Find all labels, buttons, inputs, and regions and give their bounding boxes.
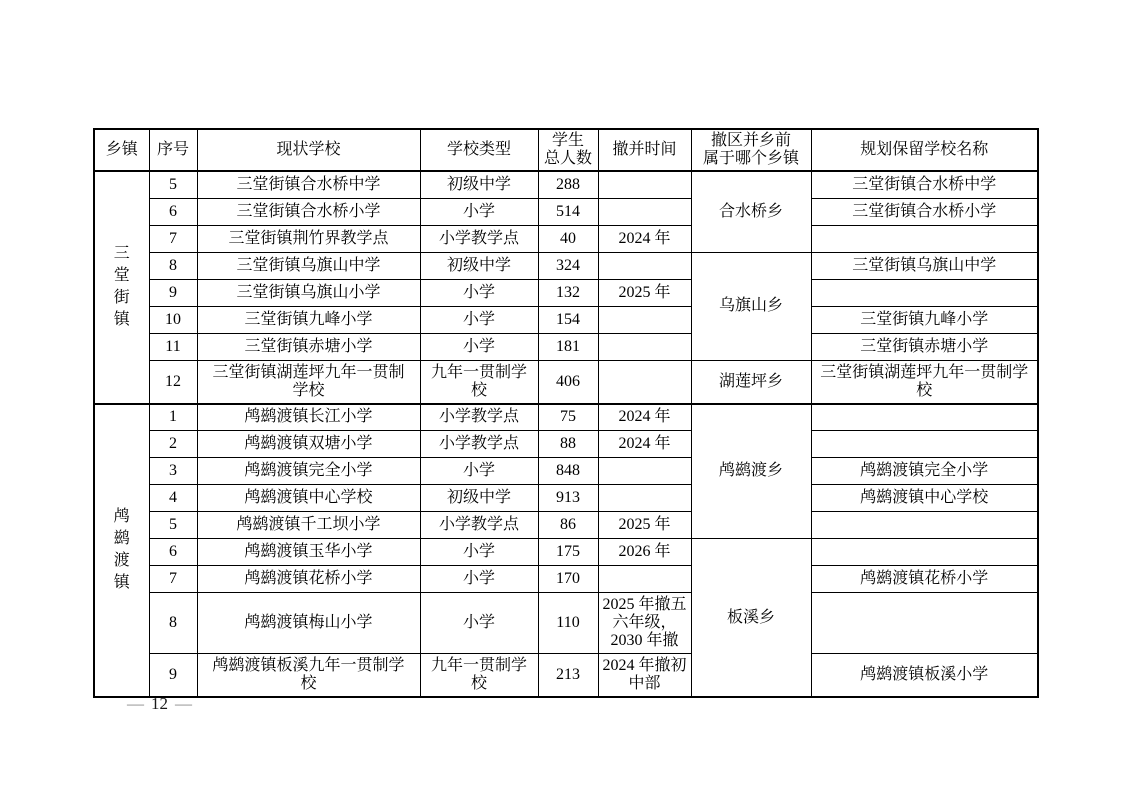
cell-retained-school: 三堂街镇湖莲坪九年一贯制学校 bbox=[811, 360, 1038, 404]
cell-merge-time: 2024 年撤初中部 bbox=[598, 654, 691, 698]
cell-merge-time bbox=[598, 198, 691, 225]
cell-students: 324 bbox=[538, 252, 598, 279]
cell-seq: 8 bbox=[149, 593, 197, 654]
cell-current-school: 三堂街镇合水桥小学 bbox=[197, 198, 420, 225]
cell-merge-time: 2025 年撤五六年级，2030 年撤 bbox=[598, 593, 691, 654]
cell-students: 110 bbox=[538, 593, 598, 654]
cell-seq: 7 bbox=[149, 566, 197, 593]
cell-retained-school: 三堂街镇赤塘小学 bbox=[811, 333, 1038, 360]
cell-school-type: 小学 bbox=[420, 566, 538, 593]
cell-school-type: 小学 bbox=[420, 593, 538, 654]
cell-current-school: 三堂街镇赤塘小学 bbox=[197, 333, 420, 360]
header-former-line2: 属于哪个乡镇 bbox=[702, 150, 799, 167]
cell-current-school: 三堂街镇乌旗山中学 bbox=[197, 252, 420, 279]
cell-school-type: 初级中学 bbox=[420, 171, 538, 198]
table-row bbox=[94, 404, 1038, 431]
cell-students: 170 bbox=[538, 566, 598, 593]
cell-current-school: 三堂街镇合水桥中学 bbox=[197, 171, 420, 198]
cell-former-township: 鸬鹚渡乡 bbox=[691, 404, 811, 539]
cell-seq: 10 bbox=[149, 306, 197, 333]
cell-retained-school bbox=[811, 512, 1038, 539]
cell-school-type: 小学 bbox=[420, 458, 538, 485]
table-row bbox=[94, 512, 1038, 539]
header-township: 乡镇 bbox=[94, 129, 149, 171]
page-number-right-dash: — bbox=[175, 694, 192, 713]
header-students-line2: 总人数 bbox=[543, 150, 592, 167]
cell-current-school: 鸬鹚渡镇花桥小学 bbox=[197, 566, 420, 593]
cell-merge-time bbox=[598, 458, 691, 485]
cell-retained-school bbox=[811, 431, 1038, 458]
cell-retained-school: 三堂街镇乌旗山中学 bbox=[811, 252, 1038, 279]
cell-merge-time: 2024 年 bbox=[598, 431, 691, 458]
cell-merge-time bbox=[598, 171, 691, 198]
table-row bbox=[94, 306, 1038, 333]
cell-seq: 1 bbox=[149, 404, 197, 431]
header-retained-school: 规划保留学校名称 bbox=[811, 129, 1038, 171]
cell-retained-school: 鸬鹚渡镇板溪小学 bbox=[811, 654, 1038, 698]
cell-current-school: 鸬鹚渡镇板溪九年一贯制学校 bbox=[197, 654, 420, 698]
header-former-line1: 撤区并乡前 bbox=[710, 132, 791, 149]
cell-students: 406 bbox=[538, 360, 598, 404]
cell-merge-time: 2026 年 bbox=[598, 539, 691, 566]
cell-merge-time bbox=[598, 566, 691, 593]
cell-students: 88 bbox=[538, 431, 598, 458]
cell-students: 86 bbox=[538, 512, 598, 539]
header-school-type: 学校类型 bbox=[420, 129, 538, 171]
header-current-school: 现状学校 bbox=[197, 129, 420, 171]
cell-merge-time bbox=[598, 360, 691, 404]
table-row bbox=[94, 539, 1038, 566]
township-vertical-label: 三堂街镇 bbox=[113, 245, 130, 329]
cell-current-school: 三堂街镇九峰小学 bbox=[197, 306, 420, 333]
cell-merge-time bbox=[598, 333, 691, 360]
table-row bbox=[94, 171, 1038, 198]
cell-current-school: 三堂街镇湖莲坪九年一贯制学校 bbox=[197, 360, 420, 404]
cell-school-type: 九年一贯制学校 bbox=[420, 654, 538, 698]
cell-students: 514 bbox=[538, 198, 598, 225]
cell-retained-school: 三堂街镇合水桥中学 bbox=[811, 171, 1038, 198]
cell-seq: 11 bbox=[149, 333, 197, 360]
table-row bbox=[94, 333, 1038, 360]
cell-seq: 3 bbox=[149, 458, 197, 485]
cell-students: 181 bbox=[538, 333, 598, 360]
cell-retained-school: 三堂街镇合水桥小学 bbox=[811, 198, 1038, 225]
cell-former-township: 板溪乡 bbox=[691, 539, 811, 698]
cell-merge-time: 2024 年 bbox=[598, 404, 691, 431]
header-merge-time: 撤并时间 bbox=[598, 129, 691, 171]
cell-students: 75 bbox=[538, 404, 598, 431]
cell-seq: 5 bbox=[149, 512, 197, 539]
cell-students: 288 bbox=[538, 171, 598, 198]
cell-current-school: 鸬鹚渡镇长江小学 bbox=[197, 404, 420, 431]
cell-students: 132 bbox=[538, 279, 598, 306]
cell-students: 175 bbox=[538, 539, 598, 566]
cell-retained-school bbox=[811, 225, 1038, 252]
township-vertical-label: 鸬鹚渡镇 bbox=[113, 508, 130, 592]
cell-current-school: 鸬鹚渡镇玉华小学 bbox=[197, 539, 420, 566]
cell-current-school: 三堂街镇荆竹界教学点 bbox=[197, 225, 420, 252]
cell-students: 848 bbox=[538, 458, 598, 485]
cell-seq: 12 bbox=[149, 360, 197, 404]
page-number-value: 12 bbox=[151, 694, 168, 713]
table-row bbox=[94, 431, 1038, 458]
school-consolidation-table bbox=[93, 128, 1039, 698]
cell-merge-time bbox=[598, 306, 691, 333]
cell-merge-time bbox=[598, 485, 691, 512]
cell-township-group bbox=[94, 404, 149, 698]
table-row bbox=[94, 225, 1038, 252]
cell-merge-time: 2025 年 bbox=[598, 512, 691, 539]
cell-school-type: 小学 bbox=[420, 539, 538, 566]
cell-students: 213 bbox=[538, 654, 598, 698]
cell-students: 154 bbox=[538, 306, 598, 333]
cell-seq: 4 bbox=[149, 485, 197, 512]
cell-retained-school: 鸬鹚渡镇中心学校 bbox=[811, 485, 1038, 512]
cell-school-type: 小学教学点 bbox=[420, 225, 538, 252]
cell-school-type: 九年一贯制学校 bbox=[420, 360, 538, 404]
cell-students: 913 bbox=[538, 485, 598, 512]
cell-seq: 2 bbox=[149, 431, 197, 458]
cell-current-school: 三堂街镇乌旗山小学 bbox=[197, 279, 420, 306]
table-row bbox=[94, 458, 1038, 485]
cell-students: 40 bbox=[538, 225, 598, 252]
cell-seq: 9 bbox=[149, 279, 197, 306]
cell-school-type: 小学 bbox=[420, 198, 538, 225]
cell-former-township: 乌旗山乡 bbox=[691, 252, 811, 360]
table-row bbox=[94, 566, 1038, 593]
cell-current-school: 鸬鹚渡镇完全小学 bbox=[197, 458, 420, 485]
cell-merge-time: 2025 年 bbox=[598, 279, 691, 306]
cell-seq: 5 bbox=[149, 171, 197, 198]
cell-seq: 7 bbox=[149, 225, 197, 252]
cell-retained-school bbox=[811, 404, 1038, 431]
cell-retained-school: 鸬鹚渡镇完全小学 bbox=[811, 458, 1038, 485]
cell-current-school: 鸬鹚渡镇双塘小学 bbox=[197, 431, 420, 458]
table-row bbox=[94, 279, 1038, 306]
header-students bbox=[538, 129, 598, 171]
header-seq: 序号 bbox=[149, 129, 197, 171]
cell-school-type: 小学 bbox=[420, 333, 538, 360]
table-row bbox=[94, 654, 1038, 698]
cell-school-type: 小学教学点 bbox=[420, 431, 538, 458]
table-row bbox=[94, 593, 1038, 654]
cell-merge-time: 2024 年 bbox=[598, 225, 691, 252]
cell-school-type: 小学 bbox=[420, 306, 538, 333]
cell-school-type: 初级中学 bbox=[420, 252, 538, 279]
table-row bbox=[94, 252, 1038, 279]
table-header-row bbox=[94, 129, 1038, 171]
cell-retained-school: 鸬鹚渡镇花桥小学 bbox=[811, 566, 1038, 593]
table-row bbox=[94, 198, 1038, 225]
cell-former-township: 合水桥乡 bbox=[691, 171, 811, 252]
cell-school-type: 小学教学点 bbox=[420, 404, 538, 431]
cell-current-school: 鸬鹚渡镇千工坝小学 bbox=[197, 512, 420, 539]
page-number-left-dash: — bbox=[127, 694, 144, 713]
header-former-township bbox=[691, 129, 811, 171]
header-students-line1: 学生 bbox=[551, 132, 584, 149]
cell-merge-time bbox=[598, 252, 691, 279]
cell-school-type: 小学 bbox=[420, 279, 538, 306]
cell-seq: 9 bbox=[149, 654, 197, 698]
cell-seq: 6 bbox=[149, 198, 197, 225]
cell-township-group bbox=[94, 171, 149, 404]
cell-former-township: 湖莲坪乡 bbox=[691, 360, 811, 404]
table-row bbox=[94, 485, 1038, 512]
table-row bbox=[94, 360, 1038, 404]
cell-school-type: 初级中学 bbox=[420, 485, 538, 512]
cell-seq: 8 bbox=[149, 252, 197, 279]
cell-school-type: 小学教学点 bbox=[420, 512, 538, 539]
cell-retained-school bbox=[811, 279, 1038, 306]
page-number bbox=[127, 694, 192, 714]
cell-seq: 6 bbox=[149, 539, 197, 566]
cell-current-school: 鸬鹚渡镇中心学校 bbox=[197, 485, 420, 512]
cell-retained-school bbox=[811, 539, 1038, 566]
cell-current-school: 鸬鹚渡镇梅山小学 bbox=[197, 593, 420, 654]
cell-retained-school bbox=[811, 593, 1038, 654]
cell-retained-school: 三堂街镇九峰小学 bbox=[811, 306, 1038, 333]
